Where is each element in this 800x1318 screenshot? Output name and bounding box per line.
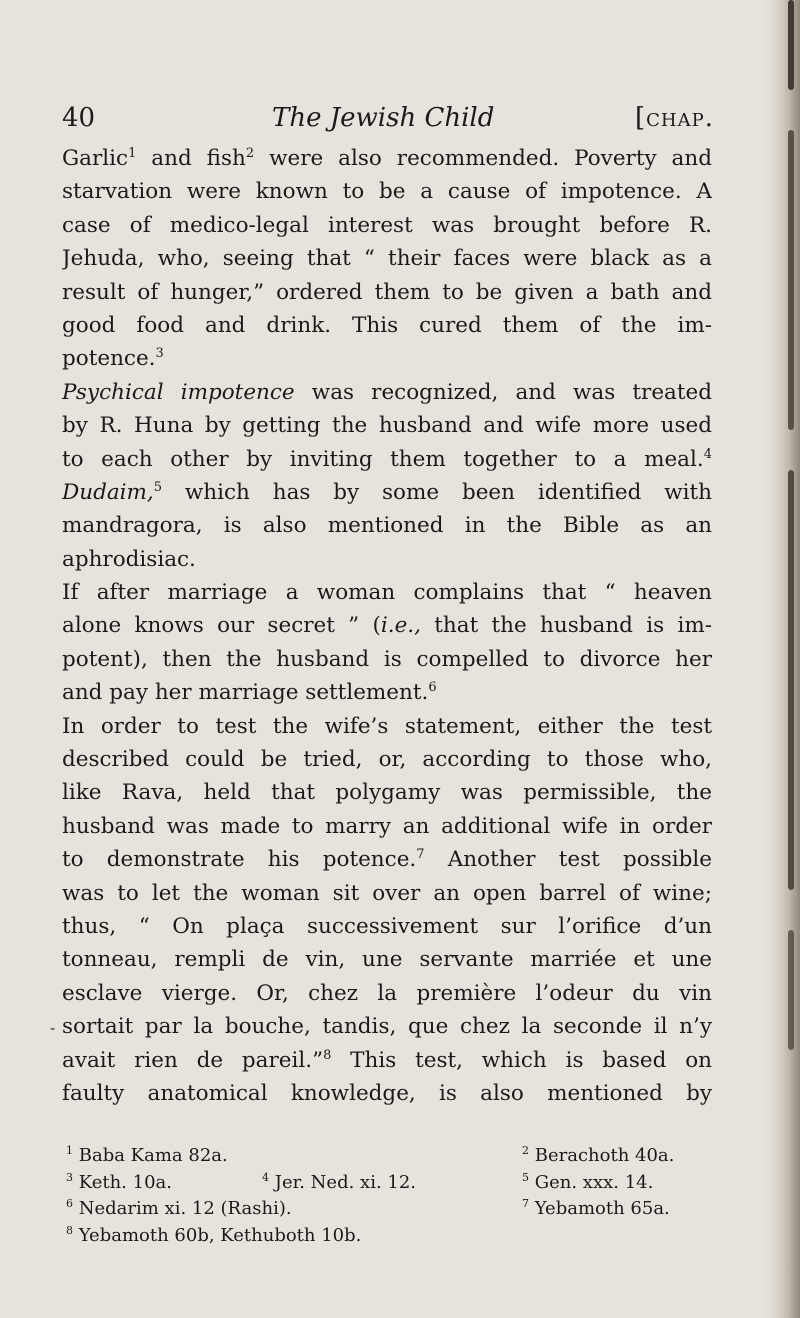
body-text	[62, 142, 712, 1110]
footnote-ref: 6	[428, 680, 437, 696]
footnotes	[66, 1143, 706, 1249]
page-edge-streak	[788, 930, 794, 1050]
text-line: good food and drink. This cured them of the im-	[62, 312, 712, 338]
footnote-8: $^8$ Yebamoth 60b, Kethuboth 10b.	[66, 1223, 362, 1246]
page-number: 40	[62, 103, 96, 133]
text-line: was to let the woman sit over an open barrel of wine;	[62, 880, 712, 906]
text-line: potence.$^3$	[62, 346, 164, 372]
text-line: potent), then the husband is compelled to divorce her	[62, 646, 712, 672]
text-line: case of medico-legal interest was brought before R.	[62, 212, 712, 238]
footnote-row	[66, 1223, 706, 1250]
text-line: In order to test the wife’s statement, either the test	[62, 713, 712, 739]
page-edge-streak	[788, 130, 794, 430]
footnote-1: $^1$ Baba Kama 82a.	[66, 1144, 228, 1166]
page-edge-streak	[788, 470, 794, 890]
footnote-ref: 5	[153, 479, 163, 495]
text-line: Jehuda, who, seeing that “ their faces were black as a	[62, 246, 712, 272]
footnote-ref: 4	[703, 446, 712, 462]
footnote-row	[66, 1170, 706, 1197]
text-line: Psychical impotence was recognized, and was treated	[62, 379, 712, 405]
text-line: If after marriage a woman complains that “ heaven	[62, 580, 712, 606]
text-line: result of hunger,” ordered them to be given a bath and	[62, 279, 712, 305]
text-line: faulty anatomical knowledge, is also mentioned by	[62, 1080, 712, 1106]
text-line: thus, “ On plaça successivement sur l’orifice d’un	[62, 913, 712, 939]
running-title: The Jewish Child	[272, 103, 495, 133]
chapter-mark: [chap.	[635, 103, 714, 133]
footnote-4: $^4$ Jer. Ned. xi. 12.	[262, 1170, 417, 1193]
text-line: aphrodisiac.	[62, 546, 196, 572]
footnote-7: $^7$ Yebamoth 65a.	[522, 1197, 670, 1219]
footnote-ref: 2	[245, 145, 255, 161]
text-line: Garlic$^1$ and fish$^2$ were also recommended. Poverty and	[62, 145, 712, 171]
footnote-row	[66, 1143, 706, 1170]
footnote-6: $^6$ Nedarim xi. 12 (Rashi).	[66, 1197, 292, 1219]
text-line: described could be tried, or, according to those who,	[62, 747, 712, 773]
footnote-ref: 8	[323, 1047, 332, 1063]
footnote-ref: 1	[128, 145, 137, 161]
text-line: husband was made to marry an additional wife in order	[62, 813, 712, 839]
text-line: esclave vierge. Or, chez la première l’odeur du vin	[62, 980, 712, 1006]
text-line: mandragora, is also mentioned in the Bible as an	[62, 513, 712, 539]
footnote-2: $^2$ Berachoth 40a.	[522, 1144, 675, 1166]
running-header	[62, 100, 714, 136]
page-edge-streak	[788, 0, 794, 90]
text-line: by R. Huna by getting the husband and wife more used	[62, 413, 712, 439]
footnote-5: $^5$ Gen. xxx. 14.	[522, 1170, 654, 1193]
footnote-row	[66, 1196, 706, 1223]
text-line: tonneau, rempli de vin, une servante marriée et une	[62, 947, 712, 973]
text-line: Dudaim,$^5$ which has by some been identified with	[62, 479, 712, 505]
footnote-3: $^3$ Keth. 10a.	[66, 1170, 172, 1193]
footnote-ref: 3	[155, 346, 164, 362]
text-line: to each other by inviting them together to a meal.$^4$	[62, 446, 712, 472]
text-line: like Rava, held that polygamy was permissible, the	[62, 780, 712, 806]
text-line: to demonstrate his potence.$^7$ Another test possible	[62, 847, 712, 873]
text-line: avait rien de pareil.”$^8$ This test, which is based on	[62, 1047, 712, 1073]
margin-mark: ˗	[50, 1018, 56, 1037]
text-line: sortait par la bouche, tandis, que chez la seconde il n’y	[62, 1014, 712, 1040]
page-edge-shadow	[764, 0, 800, 1318]
text-line: alone knows our secret ” (i.e., that the husband is im-	[62, 613, 712, 639]
text-line: starvation were known to be a cause of impotence. A	[62, 179, 712, 205]
footnote-ref: 7	[416, 847, 425, 863]
text-line: and pay her marriage settlement.$^6$	[62, 680, 437, 706]
